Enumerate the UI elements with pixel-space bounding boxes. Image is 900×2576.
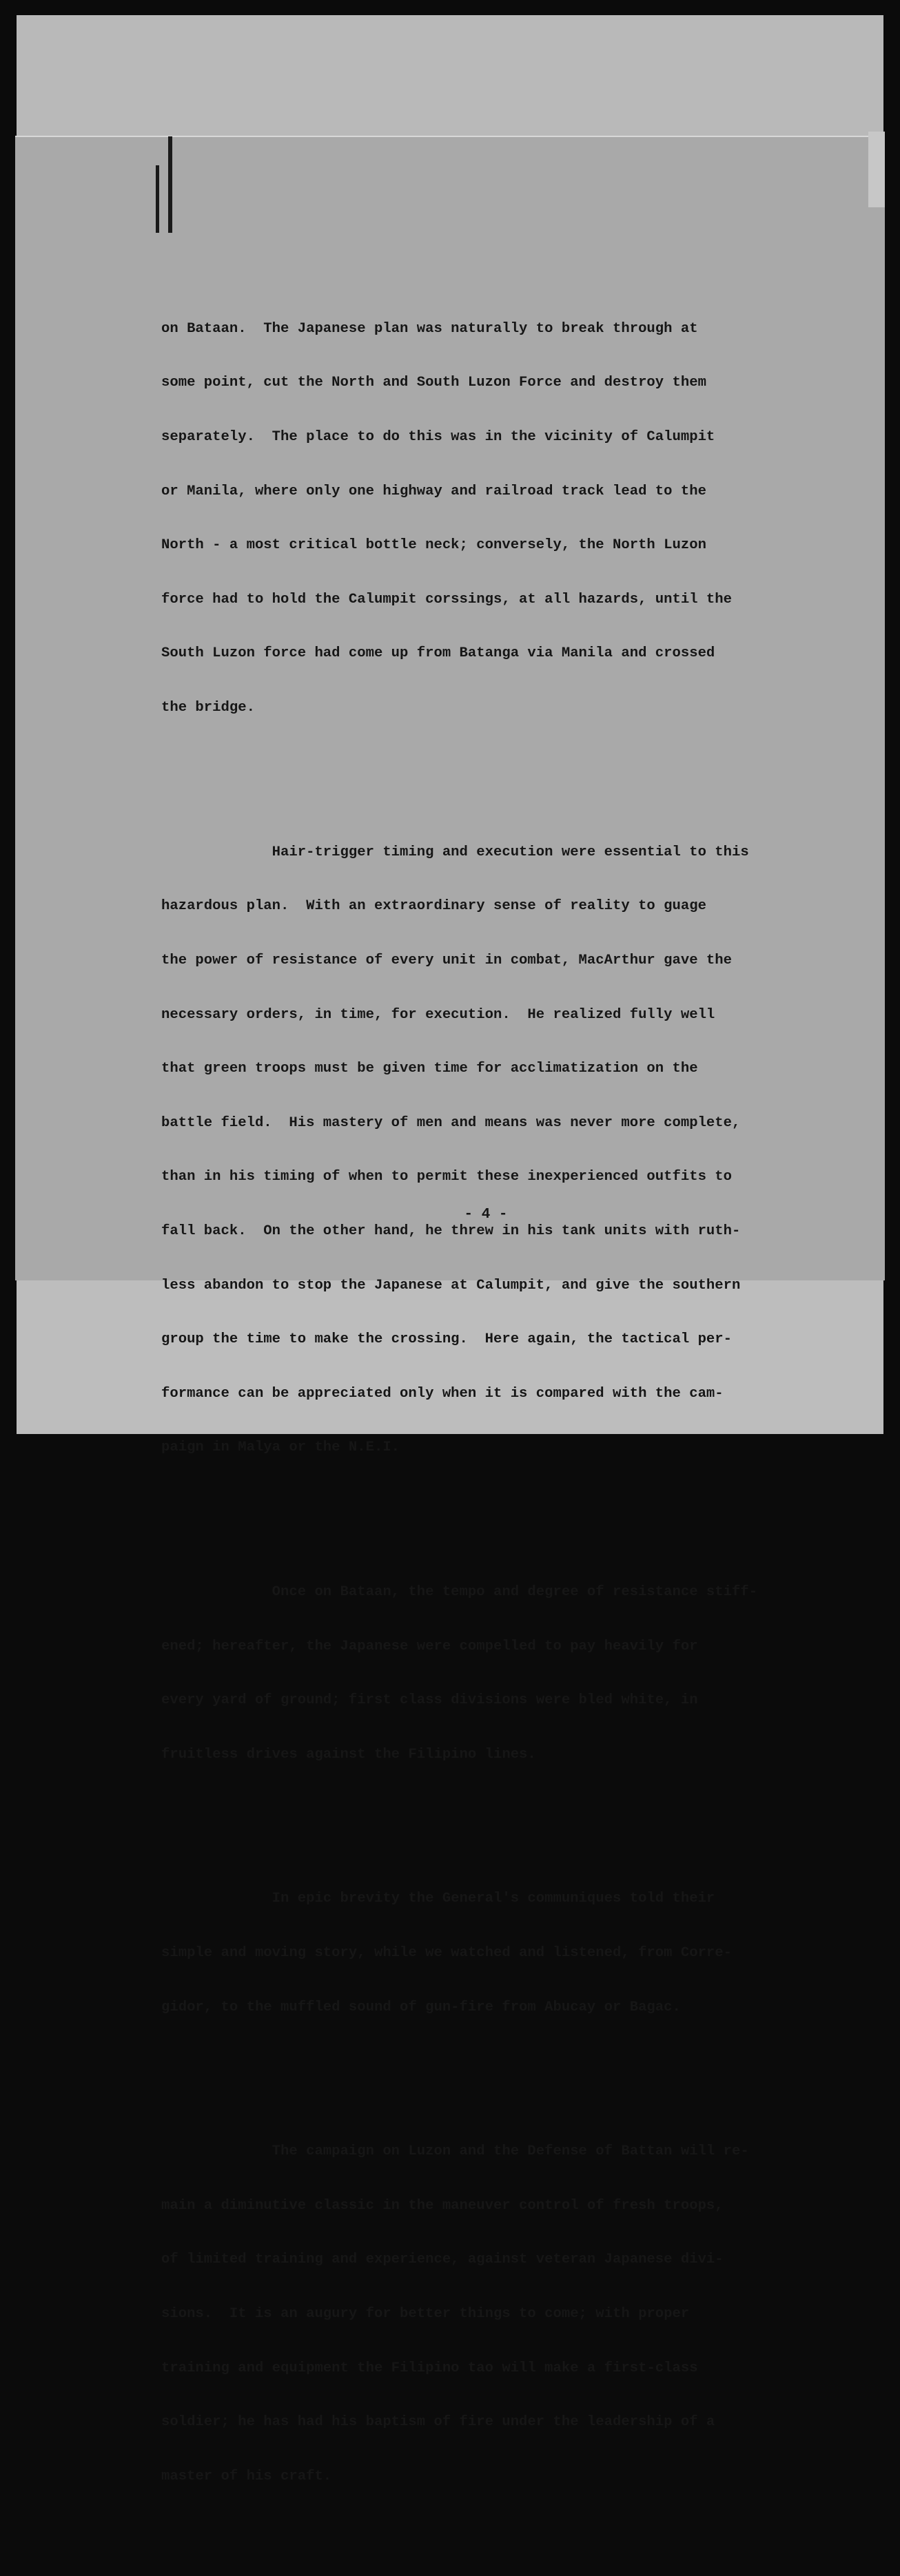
paragraph [161,1548,795,1800]
text-line: Once on Bataan, the tempo and degree of resistance stiff- [161,1584,758,1600]
text-line: Hair-trigger timing and execution were essential to this [161,844,749,860]
text-line: soldier; he has had his baptism of fire under the leadership of a [161,2414,715,2431]
text-line: every yard of ground; first class divisions were bled white, in [161,1692,698,1709]
text-line: fall back. On the other hand, he threw in his tank units with ruth- [161,1223,741,1239]
text-line: gidor, to the muffled sound of gun-fire from Abucay or Bagac. [161,1999,681,2015]
text-line: force had to hold the Calumpit corssings, at all hazards, until the [161,591,733,607]
text-line: simple and moving story, while we watched and listened, from Corre- [161,1945,733,1962]
text-line: training and equipment the Filipino tao will make a first-class [161,2360,698,2376]
text-line: South Luzon force had come up from Batanga via Manila and crossed [161,645,715,662]
text-line: In epic brevity the General's communiques told their [161,1891,715,1907]
text-line: battle field. His mastery of men and means was never more complete, [161,1114,741,1131]
text-line: sions. It is an augury for better things to come; with proper [161,2306,690,2323]
text-line: fruitless drives against the Filipino lines. [161,1746,536,1763]
text-line: of limited training and experience, against veteran Japanese divi- [161,2252,724,2268]
text-line: group the time to make the crossing. Here again, the tactical per- [161,1331,733,1348]
text-line: The campaign on Luzon and the Defense of Battan will re- [161,2143,749,2160]
page-number: - 4 - [464,1207,508,1223]
text-line: or Manila, where only one highway and railroad track lead to the [161,483,706,499]
text-line: master of his craft. [161,2468,332,2484]
staple-mark [168,136,172,233]
text-line: less abandon to stop the Japanese at Calumpit, and give the southern [161,1277,741,1294]
text-line: some point, cut the North and South Luzon Force and destroy them [161,375,706,391]
text-line: formance can be appreciated only when it is compared with the cam- [161,1385,724,1402]
text-line: North - a most critical bottle neck; conversely, the North Luzon [161,537,706,554]
paragraph [161,807,795,1493]
text-line: paign in Malya or the N.E.I. [161,1440,400,1456]
text-line: on Bataan. The Japanese plan was naturally to break through at [161,320,698,337]
page-corner-fold [868,132,885,207]
text-line: that green troops must be given time for acclimatization on the [161,1061,698,1077]
document-body [161,248,795,2576]
staple-mark [156,165,159,233]
text-line: separately. The place to do this was in the vicinity of Calumpit [161,429,715,446]
text-line: ened; hereafter, the Japanese were compelled to pay heavily for [161,1638,698,1654]
paragraph [161,2107,795,2522]
text-line: than in his timing of when to permit these inexperienced outfits to [161,1169,733,1185]
text-line: necessary orders, in time, for execution. He realized fully well [161,1006,715,1023]
paragraph [161,1854,795,2053]
text-line: the power of resistance of every unit in combat, MacArthur gave the [161,952,733,968]
text-line: main a diminutive classic in the maneuver control of fresh troops, [161,2197,724,2214]
text-line: hazardous plan. With an extraordinary sense of reality to guage [161,898,706,915]
paragraph [161,284,795,753]
text-line: the bridge. [161,700,255,716]
